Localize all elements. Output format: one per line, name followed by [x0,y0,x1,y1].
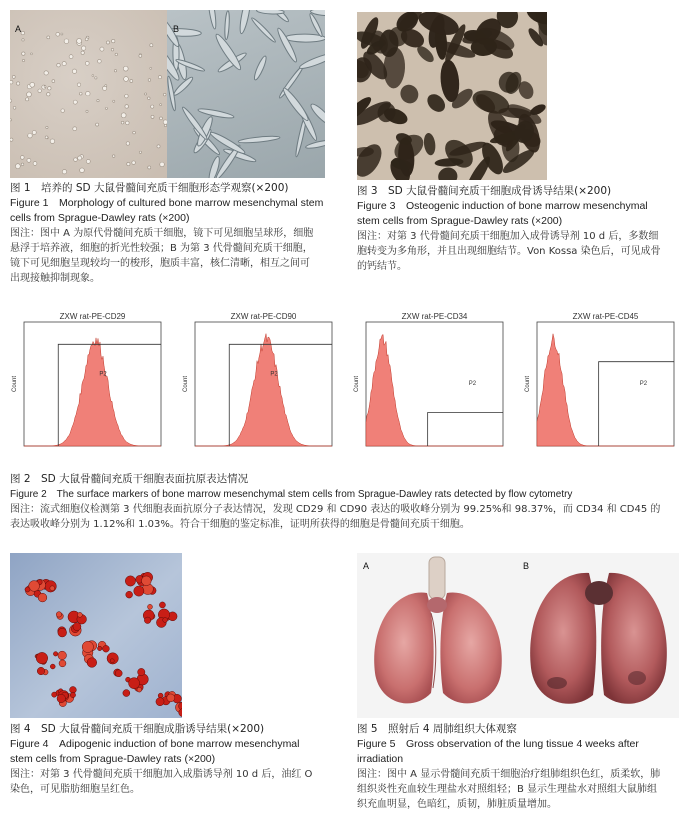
lipid-droplet [56,612,61,617]
spindle-cell [256,10,284,15]
figure3-photo [357,12,547,180]
lipid-droplet [144,617,150,623]
round-cell [139,54,142,57]
lipid-droplet [115,670,122,677]
round-cell [21,31,25,35]
round-cell [95,77,97,79]
lipid-droplet [137,687,142,692]
figure3-note-3: 的钙结节。 [357,261,407,272]
histogram-title: ZXW rat-PE-CD34 [401,312,468,321]
round-cell [132,161,136,165]
calcium-nodule [397,82,422,107]
round-cell [26,98,29,101]
figure5-note-1: 图注：图中 A 显示骨髓间充质干细胞治疗组肺组织色红，质柔软，肺 [357,769,661,780]
figure4-caption-zh: 图 4 SD 大鼠骨髓间充质干细胞成脂诱导结果(×200) [10,723,265,735]
round-cell [121,113,126,118]
round-cell [56,32,60,36]
lipid-droplet [53,652,57,656]
figure1-note-3: 镜下可见细胞呈现较均一的梭形，胞质丰富，核仁清晰，相互之间可 [10,258,310,269]
figure1-panel-b-photo [167,10,325,178]
lipid-droplet [59,660,66,667]
figure2-note-1: 图注：流式细胞仪检测第 3 代细胞表面抗原分子表达情况，发现 CD29 和 CD90 表达的吸收峰分别为 99.25%和 98.37%，而 CD34 和 CD45 的 [10,504,661,515]
lipid-droplet [50,586,55,591]
round-cell [150,67,152,69]
round-cell [44,86,46,88]
round-cell [21,163,24,166]
round-cell [92,75,94,77]
round-cell [64,39,69,44]
figure5-note-2: 组织炎性充血较生理盐水对照组轻；B 显示生理盐水对照组大鼠肺组 [357,784,658,795]
figure5-panel-a-lung [357,553,517,718]
round-cell [158,76,161,79]
spindle-cell [238,10,252,34]
round-cell [111,48,114,51]
figure5-panel-b-letter: B [523,561,530,571]
round-cell [163,93,166,96]
round-cell [151,105,154,108]
figure3-caption-en-1: Figure 3 Osteogenic induction of bone marrow mesenchymal [357,200,648,212]
round-cell [80,168,85,173]
round-cell [97,99,99,101]
round-cell [10,80,13,84]
y-axis-label: Count [12,375,18,393]
lipid-droplet [82,641,93,652]
round-cell [148,97,151,100]
lipid-droplet [103,645,110,652]
histogram-title: ZXW rat-PE-CD29 [59,312,126,321]
gate-label: P2 [99,371,107,378]
figure4-note-1: 图注：对第 3 代骨髓间充质干细胞加入成脂诱导剂 10 d 后，油红 O [10,769,313,780]
round-cell [81,51,84,54]
figure1-caption-en-2: cells from Sprague-Dawley rats (×200) [10,212,190,224]
histogram-panel-2 [181,310,336,460]
gate-label: P2 [270,371,278,378]
figure1-caption [10,181,340,286]
spindle-cell [206,10,217,29]
round-cell [73,100,77,104]
figure1-caption-zh: 图 1 培养的 SD 大鼠骨髓间充质干细胞形态学观察(×200) [10,182,289,194]
round-cell [15,164,20,169]
lipid-droplet [167,694,175,702]
lipid-droplet [156,698,164,706]
spindle-cell [252,55,268,81]
round-cell [86,159,90,163]
figure4-lipid-droplets [10,553,182,718]
calcium-nodule [436,165,459,180]
round-cell [47,93,50,96]
figure5-panel-b-lung [517,553,679,718]
round-cell [113,100,115,102]
round-cell [127,162,130,165]
figure3-calcium-nodules [357,12,547,180]
round-cell [148,79,151,82]
round-cell [46,126,48,128]
round-cell [105,85,107,87]
lipid-droplet [36,652,47,663]
round-cell [20,156,24,160]
figure1-note-2: 悬浮于培养液，细胞的折光性较强；B 为第 3 代骨髓间充质干细胞， [10,243,313,254]
round-cell [48,87,51,90]
lipid-droplet [50,664,55,669]
round-cell [148,166,151,169]
round-cell [160,117,163,120]
round-cell [139,151,141,153]
figure3-caption [357,184,687,274]
round-cell [57,63,60,66]
round-cell [86,91,90,95]
spindle-cell [197,107,234,120]
figure3-note-2: 胞转变为多角形，并且出现细胞结节。Von Kossa 染色后，可见成骨 [357,246,661,257]
gate-label: P2 [639,381,648,388]
lipid-droplet [159,602,165,608]
round-cell [74,158,78,162]
round-cell [151,115,154,118]
round-cell [157,145,160,148]
round-cell [45,136,48,139]
spindle-cell [308,13,324,38]
round-cell [126,121,130,125]
round-cell [123,66,128,71]
y-axis-label: Count [183,375,189,393]
gate-label: P2 [468,381,477,388]
round-cell [27,92,32,97]
lipid-droplet [158,693,163,698]
round-cell [50,139,55,144]
round-cell [22,39,24,41]
lipid-droplet [70,692,75,697]
round-cell [86,110,88,112]
round-cell [12,75,15,78]
figure5-panel-b-photo [517,553,679,718]
round-cell [28,133,33,138]
figure4-caption-en-2: stem cells from Sprague-Dawley rats (×200) [10,753,216,765]
round-cell [105,107,107,109]
lipid-droplet [25,587,30,592]
figure1-note-4: 出现接触抑制现象。 [10,273,100,284]
round-cell [81,46,85,50]
round-cell [22,59,24,61]
lipid-droplet [123,690,130,697]
round-cell [121,121,124,124]
lipid-droplet [129,678,140,689]
histogram-panel-1 [10,310,165,460]
y-axis-label: Count [354,375,360,393]
round-cell [62,170,66,174]
lipid-droplet [134,586,144,596]
round-cell [160,104,162,106]
round-cell [106,41,109,44]
lipid-droplet [77,612,82,617]
figure2-caption [10,472,685,532]
calcium-nodule [423,132,437,156]
round-cell [85,38,88,41]
figure2-note-2: 表达吸收峰分别为 1.12%和 1.03%。符合干细胞的鉴定标准，证明所获得的细胞是骨髓间充质干细胞。 [10,519,470,530]
round-cell [61,109,65,113]
figure4-caption [10,722,345,797]
lipid-droplet [38,593,47,602]
round-cell [62,62,66,66]
round-cell [77,83,81,87]
lipid-droplet [110,659,114,663]
figure2-caption-en: Figure 2 The surface markers of bone marrow mesenchymal stem cells from Sprague-Dawley rats detected by flow cytometry [10,489,573,500]
lipid-droplet [163,618,168,623]
spindle-cell [275,27,298,64]
round-cell [96,123,99,126]
round-cell [100,47,104,51]
round-cell [33,162,37,166]
round-cell [22,52,25,55]
calcium-nodule [357,140,387,180]
lipid-droplet [57,694,65,702]
round-cell [72,69,76,73]
round-cell [150,44,153,47]
figure5-caption-en-1: Figure 5 Gross observation of the lung tissue 4 weeks after [357,738,639,750]
figure4-photo [10,553,182,718]
lipid-droplet [87,658,97,668]
round-cell [98,59,102,63]
figure5-panel-a-letter: A [363,561,370,571]
round-cell [61,33,63,35]
round-cell [126,142,129,145]
figure2-flow-cytometry-row [10,310,680,465]
round-cell [112,155,115,158]
round-cell [79,92,82,95]
round-cell [125,94,129,98]
round-cell [16,82,19,85]
round-cell [30,82,35,87]
lipid-droplet [58,651,67,660]
lipid-droplet [148,604,153,609]
spindle-cell [224,11,230,40]
round-cell [133,131,136,134]
round-cell [31,53,33,55]
lipid-droplet [97,646,102,651]
round-cell [47,36,50,39]
figure1-panel-b-cells [167,10,325,178]
figure5-panel-a-photo [357,553,517,718]
lipid-droplet [37,667,44,674]
histogram-title: ZXW rat-PE-CD90 [230,312,297,321]
round-cell [32,131,36,135]
histogram-panel-4 [523,310,678,460]
round-cell [44,71,48,75]
figure1-panel-a-photo [10,10,167,178]
round-cell [10,119,12,121]
round-cell [114,70,116,72]
round-cell [38,89,42,93]
figure1-caption-en-1: Figure 1 Morphology of cultured bone marrow mesenchymal stem [10,197,324,209]
figure5-note-3: 织充血明显，色暗红，质韧，肺脏质量增加。 [357,799,557,810]
round-cell [78,156,82,160]
figure3-caption-zh: 图 3 SD 大鼠骨髓间充质干细胞成骨诱导结果(×200) [357,185,612,197]
round-cell [115,53,117,55]
figure1-panel-a-letter: A [15,24,22,34]
lipid-droplet [141,576,151,586]
histogram-panel-3 [352,310,507,460]
figure3-note-1: 图注：对第 3 代骨髓间充质干细胞加入成骨诱导剂 10 d 后，多数细 [357,231,659,242]
lipid-droplet [138,668,145,675]
lipid-droplet [125,576,135,586]
round-cell [27,158,31,162]
lipid-droplet [58,628,67,637]
round-cell [124,77,129,82]
round-cell [69,55,73,59]
round-cell [10,138,13,141]
round-cell [85,61,89,65]
figure1-panel-b-letter: B [173,24,180,34]
round-cell [77,38,82,43]
round-cell [125,105,128,108]
figure2-caption-zh: 图 2 SD 大鼠骨髓间充质干细胞表面抗原表达情况 [10,473,249,485]
round-cell [130,80,133,83]
figure4-note-2: 染色，可见脂肪细胞呈红色。 [10,784,140,795]
figure4-caption-en-1: Figure 4 Adipogenic induction of bone marrow mesenchymal [10,738,300,750]
round-cell [112,39,115,42]
round-cell [73,127,77,131]
lipid-droplet [52,692,57,697]
round-cell [10,99,12,102]
figure5-caption [357,722,687,812]
figure3-caption-en-2: stem cells from Sprague-Dawley rats (×200) [357,215,563,227]
round-cell [13,106,16,109]
lipid-droplet [73,623,81,631]
figure1-panel-a-cells [10,10,167,178]
figure5-caption-en-2: irradiation [357,753,404,765]
histogram-title: ZXW rat-PE-CD45 [572,312,639,321]
figure5-caption-zh: 图 5 照射后 4 周肺组织大体观察 [357,723,517,735]
spindle-cell [281,86,311,122]
lipid-droplet [126,591,133,598]
round-cell [52,80,55,83]
y-axis-label: Count [525,375,531,393]
figure1-note-1: 图注：图中 A 为原代骨髓间充质干细胞，镜下可见细胞呈球形，细胞 [10,228,314,239]
spindle-cell [238,135,280,144]
spindle-cell [298,51,325,71]
round-cell [145,93,147,95]
round-cell [160,162,165,167]
spindle-cell [250,17,277,44]
